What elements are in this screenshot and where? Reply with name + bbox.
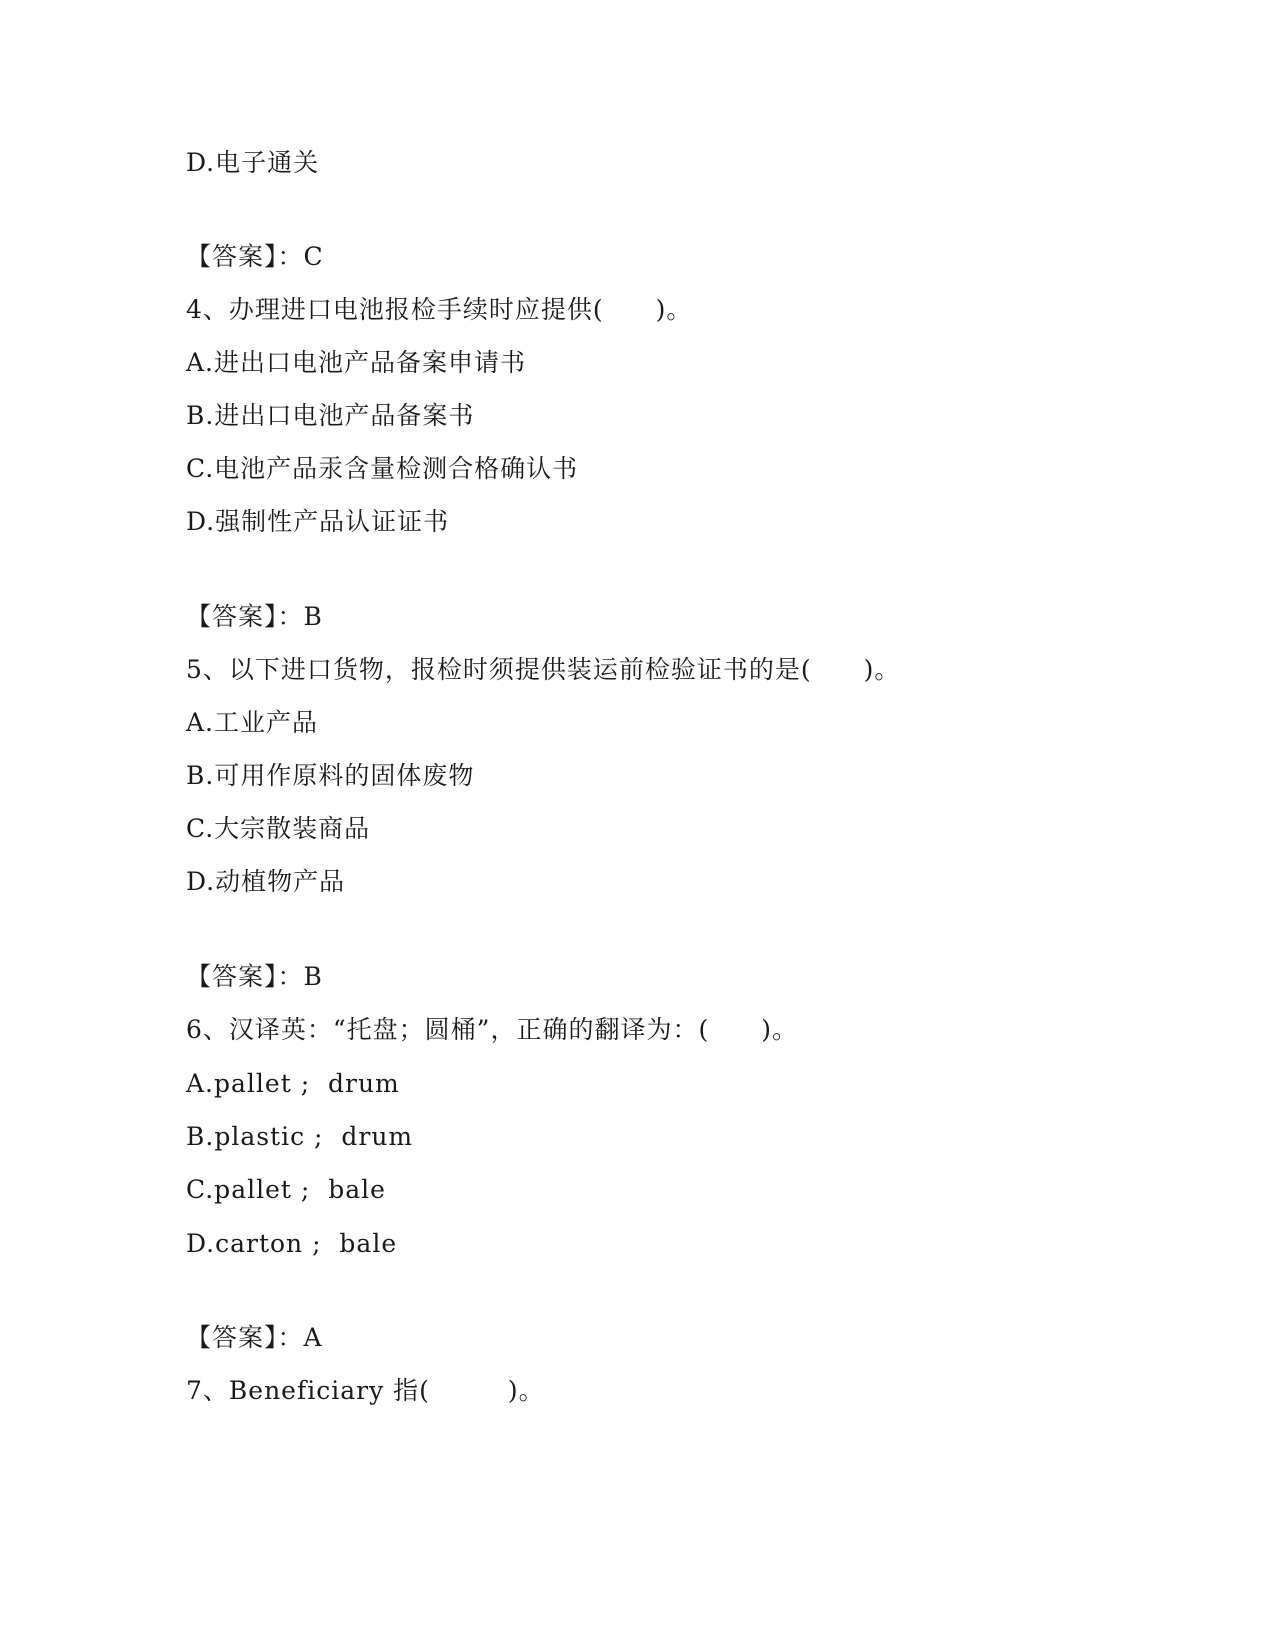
question-4: 4、办理进口电池报检手续时应提供( )。 xyxy=(186,295,693,324)
answer-q4: 【答案】：B xyxy=(186,602,323,631)
question-5: 5、以下进口货物，报检时须提供装运前检验证书的是( )。 xyxy=(186,655,901,684)
option-d-q4: D.强制性产品认证证书 xyxy=(186,507,450,536)
option-b-q6: B.plastic ; drum xyxy=(186,1122,414,1151)
option-d-q3: D.电子通关 xyxy=(186,148,320,177)
option-c-q5: C.大宗散装商品 xyxy=(186,814,371,843)
answer-q3: 【答案】：C xyxy=(186,242,324,271)
option-a-q5: A.工业产品 xyxy=(186,708,319,737)
option-b-q5: B.可用作原料的固体废物 xyxy=(186,761,475,790)
answer-q6: 【答案】：A xyxy=(186,1323,323,1352)
option-d-q5: D.动植物产品 xyxy=(186,867,346,896)
option-b-q4: B.进出口电池产品备案书 xyxy=(186,401,475,430)
answer-q5: 【答案】：B xyxy=(186,962,323,991)
question-6: 6、汉译英：“托盘；圆桶”，正确的翻译为：( )。 xyxy=(186,1015,798,1044)
option-d-q6: D.carton ; bale xyxy=(186,1229,398,1258)
option-c-q6: C.pallet ; bale xyxy=(186,1175,386,1204)
option-c-q4: C.电池产品汞含量检测合格确认书 xyxy=(186,454,579,483)
question-7: 7、Beneficiary 指( )。 xyxy=(186,1376,545,1405)
option-a-q4: A.进出口电池产品备案申请书 xyxy=(186,348,527,377)
option-a-q6: A.pallet ; drum xyxy=(186,1069,400,1098)
